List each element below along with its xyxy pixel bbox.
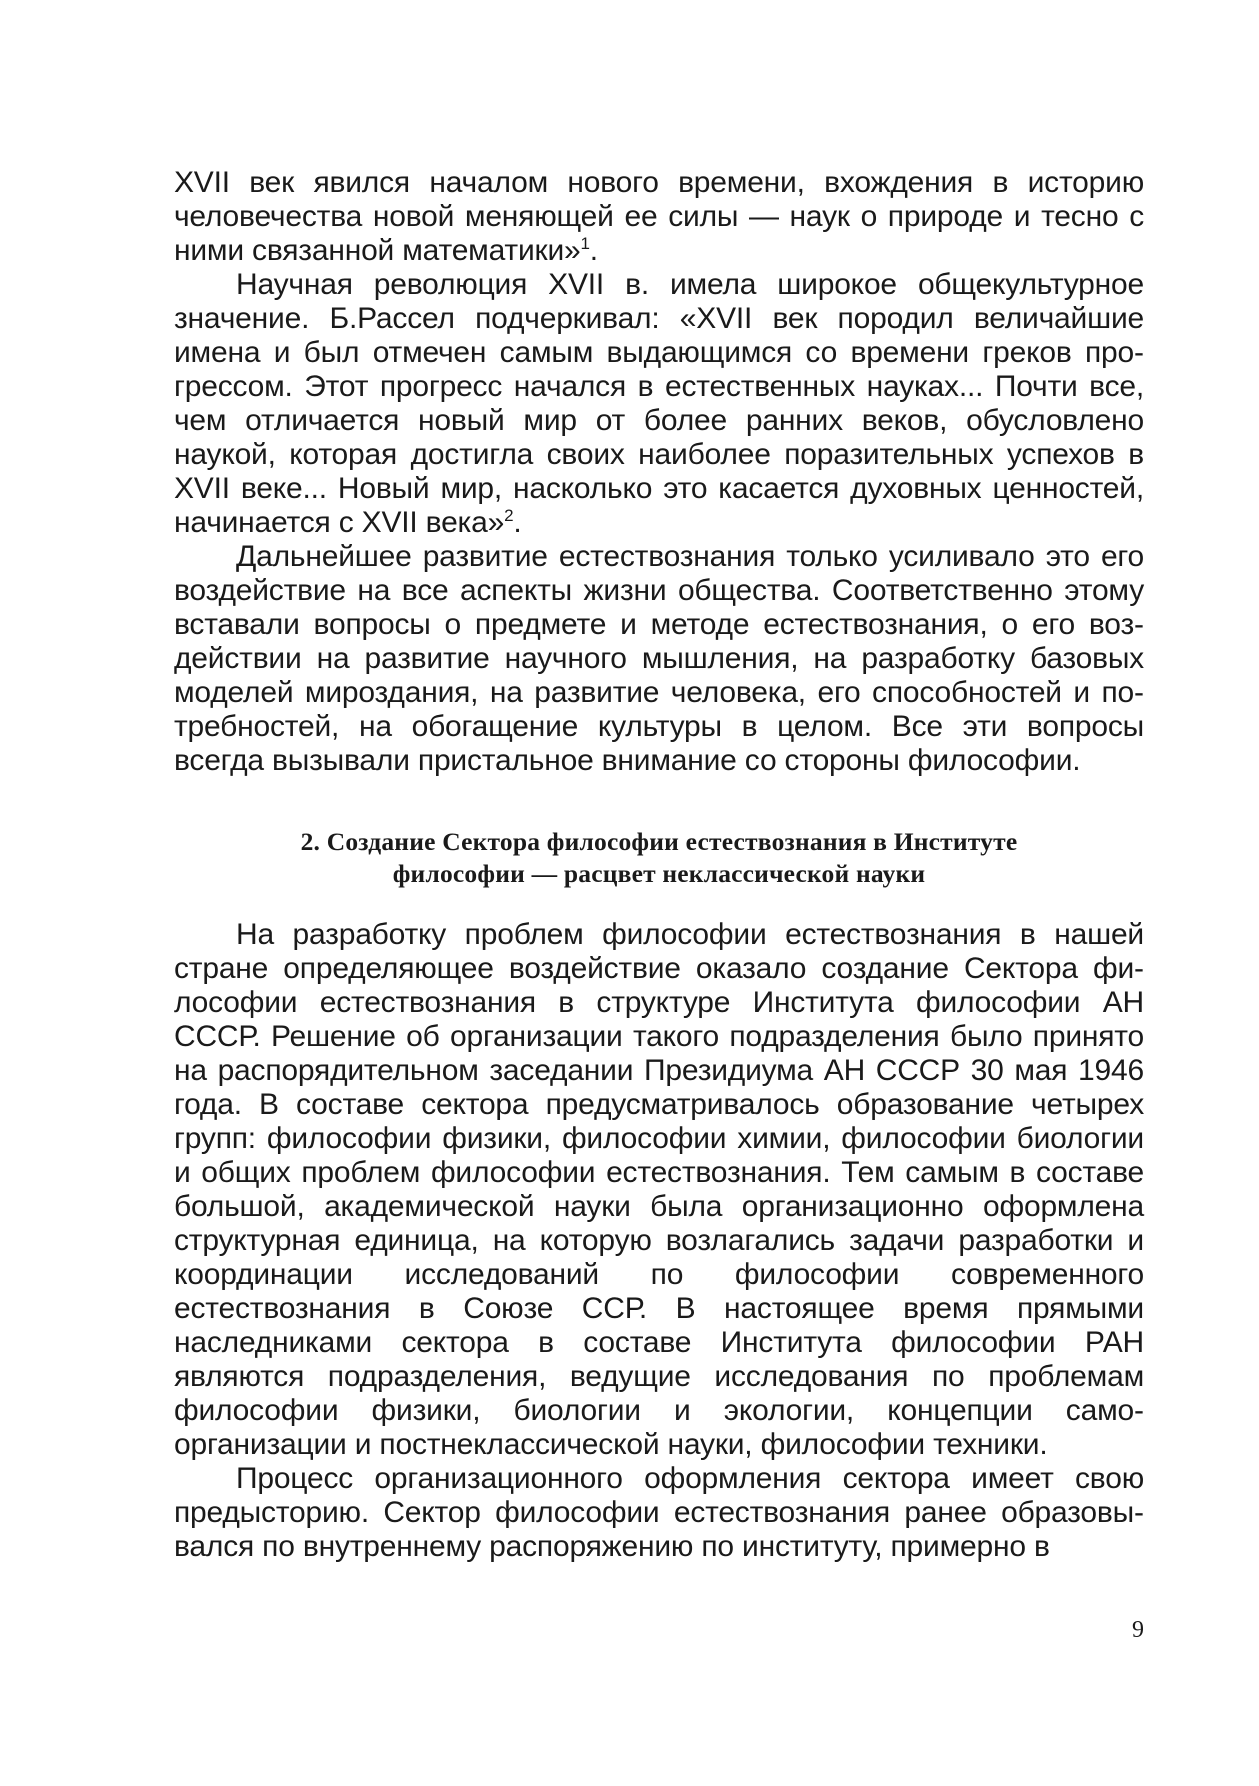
section-heading — [174, 826, 1144, 890]
footnote-ref-1[interactable]: 1 — [580, 234, 590, 253]
paragraph-sector-prehistory: Процесс организационного оформления сектора имеет свою предысторию. Сектор философии естествознания ранее образовывался по внутреннему распоряжению по институту, примерно в — [174, 1462, 1144, 1563]
paragraph-continuation — [174, 166, 1144, 268]
section-heading-line-1: 2. Создание Сектора философии естествознания в Институте — [300, 827, 1018, 856]
body-text-bottom — [174, 918, 1144, 1564]
section-heading-line-2: философии — расцвет неклассической науки — [392, 859, 926, 888]
paragraph-text: Научная революция XVII в. имела широкое общекультурное значение. Б.Рассел подчеркивал: «XVII век породил величайшие имена и был отмечен самым выдающимся со времени греков прогрессом. Этот прогресс начался в естественных науках... Почти все, чем отличается новый мир от более ранних веков, обусловлено наукой, которая достигла своих наиболее поразительных успехов в XVII веке... Новый мир, насколько это касается духовных ценностей, начинается с XVII века» — [174, 268, 1144, 539]
paragraph-end: . — [513, 506, 522, 539]
paragraph-sector-creation: На разработку проблем философии естествознания в нашей стране определяющее воздействие оказало создание Сектора философии естествознания в структуре Института философии АН СССР. Решение об организации такого подразделения было принято на распорядительном заседании Президиума АН СССР 30 мая 1946 года. В составе сектора предусматривалось образование четырех групп: философии физики, философии химии, философии биологии и общих проблем философии естествознания. Тем самым в составе большой, академической науки была организационно оформлена структурная единица, на которую возлагались задачи разработки и координации исследований по философии современного естествознания в Союзе ССР. В настоящее время прямыми наследниками сектора в составе Института философии РАН являются подразделения, ведущие исследования по проблемам философии физики, биологии и экологии, концепции самоорганизации и постнеклассической науки, философии техники. — [174, 918, 1144, 1461]
paragraph-russell-quote — [174, 268, 1144, 540]
paragraph-natural-science-development: Дальнейшее развитие естествознания только усиливало это его воздействие на все аспекты жизни общества. Соответственно этому вставали вопросы о предмете и методе естествознания, о его воздействии на развитие научного мышления, на разработку базовых моделей мироздания, на развитие человека, его способностей и потребностей, на обогащение культуры в целом. Все эти вопросы всегда вызывали пристальное внимание со стороны философии. — [174, 540, 1144, 777]
footnote-ref-2[interactable]: 2 — [504, 506, 514, 525]
paragraph-end: . — [589, 234, 598, 267]
paragraph-text: XVII век явился началом нового времени, вхождения в историю человечества новой меняющей ее силы — наук о природе и тесно с ними связанной математики» — [174, 166, 1144, 267]
page-number: 9 — [1132, 1617, 1144, 1643]
body-text-top — [174, 166, 1144, 778]
